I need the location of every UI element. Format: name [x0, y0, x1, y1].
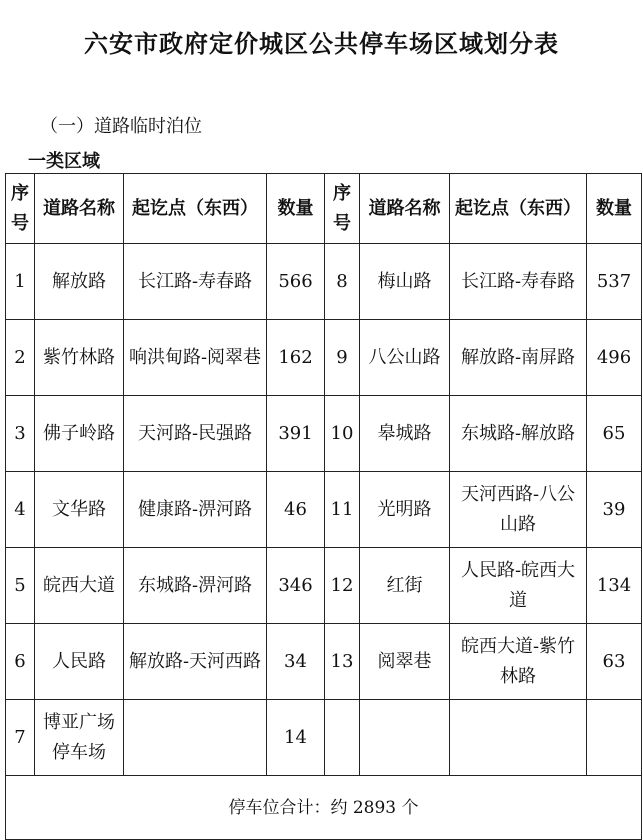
- cell-road: 梅山路: [360, 244, 450, 320]
- cell-count: 346: [267, 548, 325, 624]
- cell-seq: 5: [6, 548, 35, 624]
- cell-range: 天河西路-八公山路: [450, 472, 587, 548]
- cell-range: 长江路-寿春路: [450, 244, 587, 320]
- total-row: [6, 776, 642, 840]
- cell-road: 皖西大道: [35, 548, 124, 624]
- table-row: [6, 700, 642, 776]
- cell-road: 紫竹林路: [35, 320, 124, 396]
- cell-count: 391: [267, 396, 325, 472]
- cell-range: 东城路-解放路: [450, 396, 587, 472]
- cell-range: 解放路-南屏路: [450, 320, 587, 396]
- cell-count: 34: [267, 624, 325, 700]
- cell-road: 佛子岭路: [35, 396, 124, 472]
- cell-road: [360, 700, 450, 776]
- cell-count: 14: [267, 700, 325, 776]
- cell-range: [450, 700, 587, 776]
- header-count: 数量: [587, 174, 642, 244]
- category-heading: 一类区域: [28, 151, 100, 172]
- cell-range: 解放路-天河西路: [124, 624, 267, 700]
- cell-count: 46: [267, 472, 325, 548]
- header-count: 数量: [267, 174, 325, 244]
- cell-count: 134: [587, 548, 642, 624]
- header-row: [6, 174, 642, 244]
- total-value: 停车位合计：约 2893 个: [6, 776, 642, 840]
- table-row: [6, 472, 642, 548]
- cell-range: [124, 700, 267, 776]
- cell-range: 长江路-寿春路: [124, 244, 267, 320]
- cell-seq: 6: [6, 624, 35, 700]
- cell-road: 皋城路: [360, 396, 450, 472]
- cell-count: [587, 700, 642, 776]
- cell-seq: 8: [325, 244, 360, 320]
- table-row: [6, 548, 642, 624]
- header-range: 起讫点（东西）: [450, 174, 587, 244]
- cell-seq: 13: [325, 624, 360, 700]
- table-row: [6, 396, 642, 472]
- cell-count: 65: [587, 396, 642, 472]
- cell-seq: 12: [325, 548, 360, 624]
- cell-road: 阅翠巷: [360, 624, 450, 700]
- cell-seq: [325, 700, 360, 776]
- table-row: [6, 244, 642, 320]
- cell-range: 天河路-民强路: [124, 396, 267, 472]
- cell-seq: 9: [325, 320, 360, 396]
- cell-range: 健康路-淠河路: [124, 472, 267, 548]
- cell-road: 人民路: [35, 624, 124, 700]
- cell-seq: 10: [325, 396, 360, 472]
- cell-road: 光明路: [360, 472, 450, 548]
- cell-seq: 1: [6, 244, 35, 320]
- cell-range: 东城路-淠河路: [124, 548, 267, 624]
- cell-seq: 11: [325, 472, 360, 548]
- cell-count: 162: [267, 320, 325, 396]
- cell-seq: 2: [6, 320, 35, 396]
- cell-road: 文华路: [35, 472, 124, 548]
- table-row: [6, 624, 642, 700]
- cell-road: 八公山路: [360, 320, 450, 396]
- cell-count: 496: [587, 320, 642, 396]
- cell-seq: 4: [6, 472, 35, 548]
- header-range: 起讫点（东西）: [124, 174, 267, 244]
- page-title: 六安市政府定价城区公共停车场区域划分表: [84, 30, 559, 58]
- cell-seq: 7: [6, 700, 35, 776]
- cell-seq: 3: [6, 396, 35, 472]
- cell-count: 566: [267, 244, 325, 320]
- cell-count: 537: [587, 244, 642, 320]
- cell-road: 红街: [360, 548, 450, 624]
- cell-range: 人民路-皖西大道: [450, 548, 587, 624]
- cell-range: 响洪甸路-阅翠巷: [124, 320, 267, 396]
- header-seq: 序号: [6, 174, 35, 244]
- cell-range: 皖西大道-紫竹林路: [450, 624, 587, 700]
- header-road: 道路名称: [35, 174, 124, 244]
- cell-road: 博亚广场停车场: [35, 700, 124, 776]
- cell-road: 解放路: [35, 244, 124, 320]
- table-row: [6, 320, 642, 396]
- parking-table: [5, 173, 642, 840]
- section-heading: （一）道路临时泊位: [40, 116, 202, 137]
- header-seq: 序号: [325, 174, 360, 244]
- header-road: 道路名称: [360, 174, 450, 244]
- cell-count: 63: [587, 624, 642, 700]
- cell-count: 39: [587, 472, 642, 548]
